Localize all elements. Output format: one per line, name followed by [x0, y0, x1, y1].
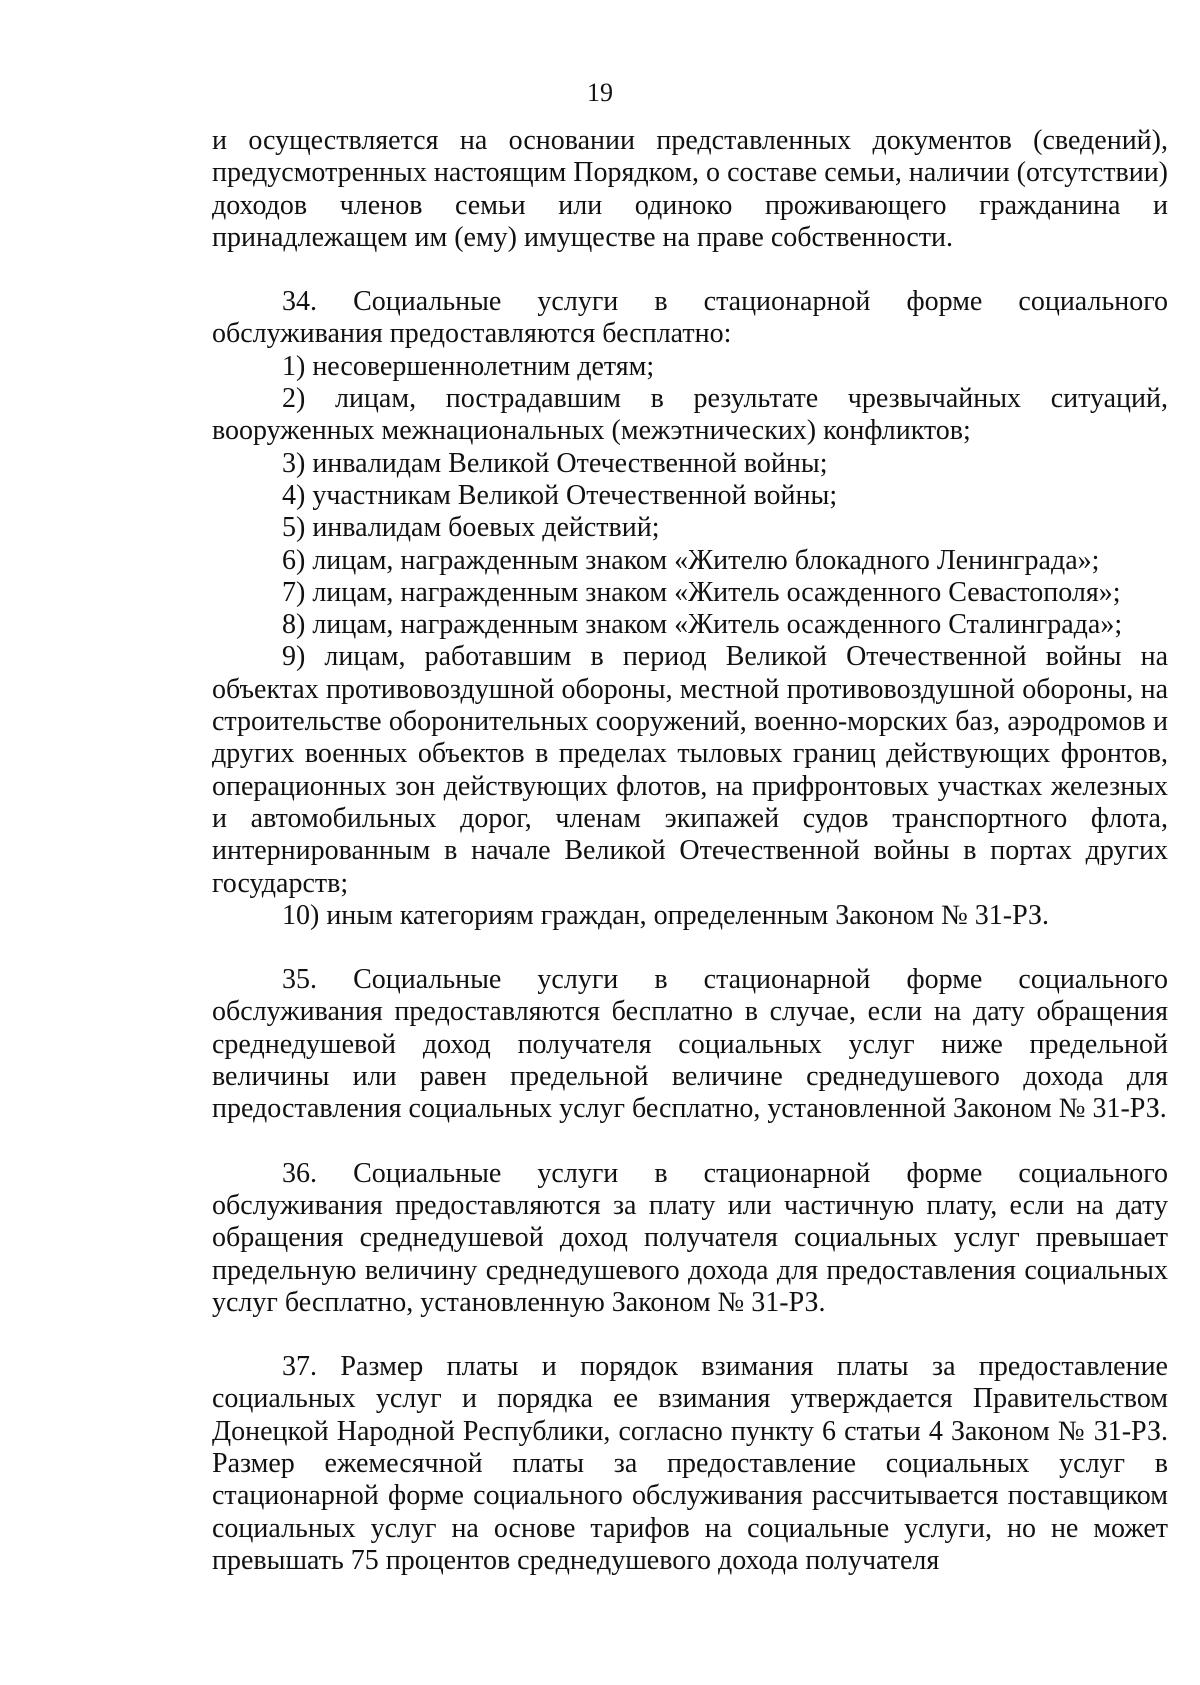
list-item-34-5: 5) инвалидам боевых действий; [282, 512, 660, 544]
list-item-34-4: 4) участникам Великой Отечественной войны; [282, 479, 838, 511]
paragraph-35: 35. Социальные услуги в стационарной форме социального обслуживания предоставляются бесплатно в случае, если на дату обращения среднедушевой доход получателя социальных услуг ниже предельной величины или равен предельной величине среднедушевого дохода для предоставления социальных услуг бесплатно, установленной Законом № 31-РЗ. [212, 964, 1168, 1125]
paragraph-37: 37. Размер платы и порядок взимания платы за предоставление социальных услуг и порядка ее взимания утверждается Правительством Донецкой Народной Республики, согласно пункту 6 статьи 4 Законом № 31-РЗ. Размер ежемесячной платы за предоставление социальных услуг в стационарной форме социального обслуживания рассчитывается поставщиком социальных услуг на основе тарифов на социальные услуги, но не может превышать 75 процентов среднедушевого дохода получателя [212, 1351, 1168, 1576]
paragraph-continuation: и осуществляется на основании представленных документов (сведений), предусмотренных настоящим Порядком, о составе семьи, наличии (отсутствии) доходов членов семьи или одиноко проживающего гражданина и принадлежащем им (ему) имуществе на праве собственности. [212, 125, 1168, 253]
list-item-34-2: 2) лицам, пострадавшим в результате чрезвычайных ситуаций, вооруженных межнациональных (межэтнических) конфликтов; [212, 383, 1168, 447]
list-item-34-1: 1) несовершеннолетним детям; [282, 350, 655, 382]
list-item-34-6: 6) лицам, награжденным знаком «Жителю блокадного Ленинграда»; [282, 544, 1100, 576]
paragraph-34: 34. Социальные услуги в стационарной форме социального обслуживания предоставляются бесплатно: [212, 286, 1168, 350]
paragraph-36: 36. Социальные услуги в стационарной форме социального обслуживания предоставляются за плату или частичную плату, если на дату обращения среднедушевой доход получателя социальных услуг превышает предельную величину среднедушевого дохода для предоставления социальных услуг бесплатно, установленную Законом № 31-РЗ. [212, 1157, 1168, 1318]
list-item-34-10: 10) иным категориям граждан, определенным Законом № 31-РЗ. [282, 899, 1050, 931]
page-number: 19 [587, 78, 613, 107]
list-item-34-7: 7) лицам, награжденным знаком «Житель осажденного Севастополя»; [282, 576, 1121, 608]
list-item-34-8: 8) лицам, награжденным знаком «Житель осажденного Сталинграда»; [282, 609, 1123, 641]
list-item-34-9: 9) лицам, работавшим в период Великой Отечественной войны на объектах противовоздушной обороны, местной противовоздушной обороны, на строительстве оборонительных сооружений, военно-морских баз, аэродромов и других военных объектов в пределах тыловых границ действующих фронтов, операционных зон действующих флотов, на прифронтовых участках железных и автомобильных дорог, членам экипажей судов транспортного флота, интернированным в начале Великой Отечественной войны в портах других государств; [212, 641, 1168, 899]
document-body [212, 125, 1168, 1577]
list-item-34-3: 3) инвалидам Великой Отечественной войны; [282, 447, 828, 479]
